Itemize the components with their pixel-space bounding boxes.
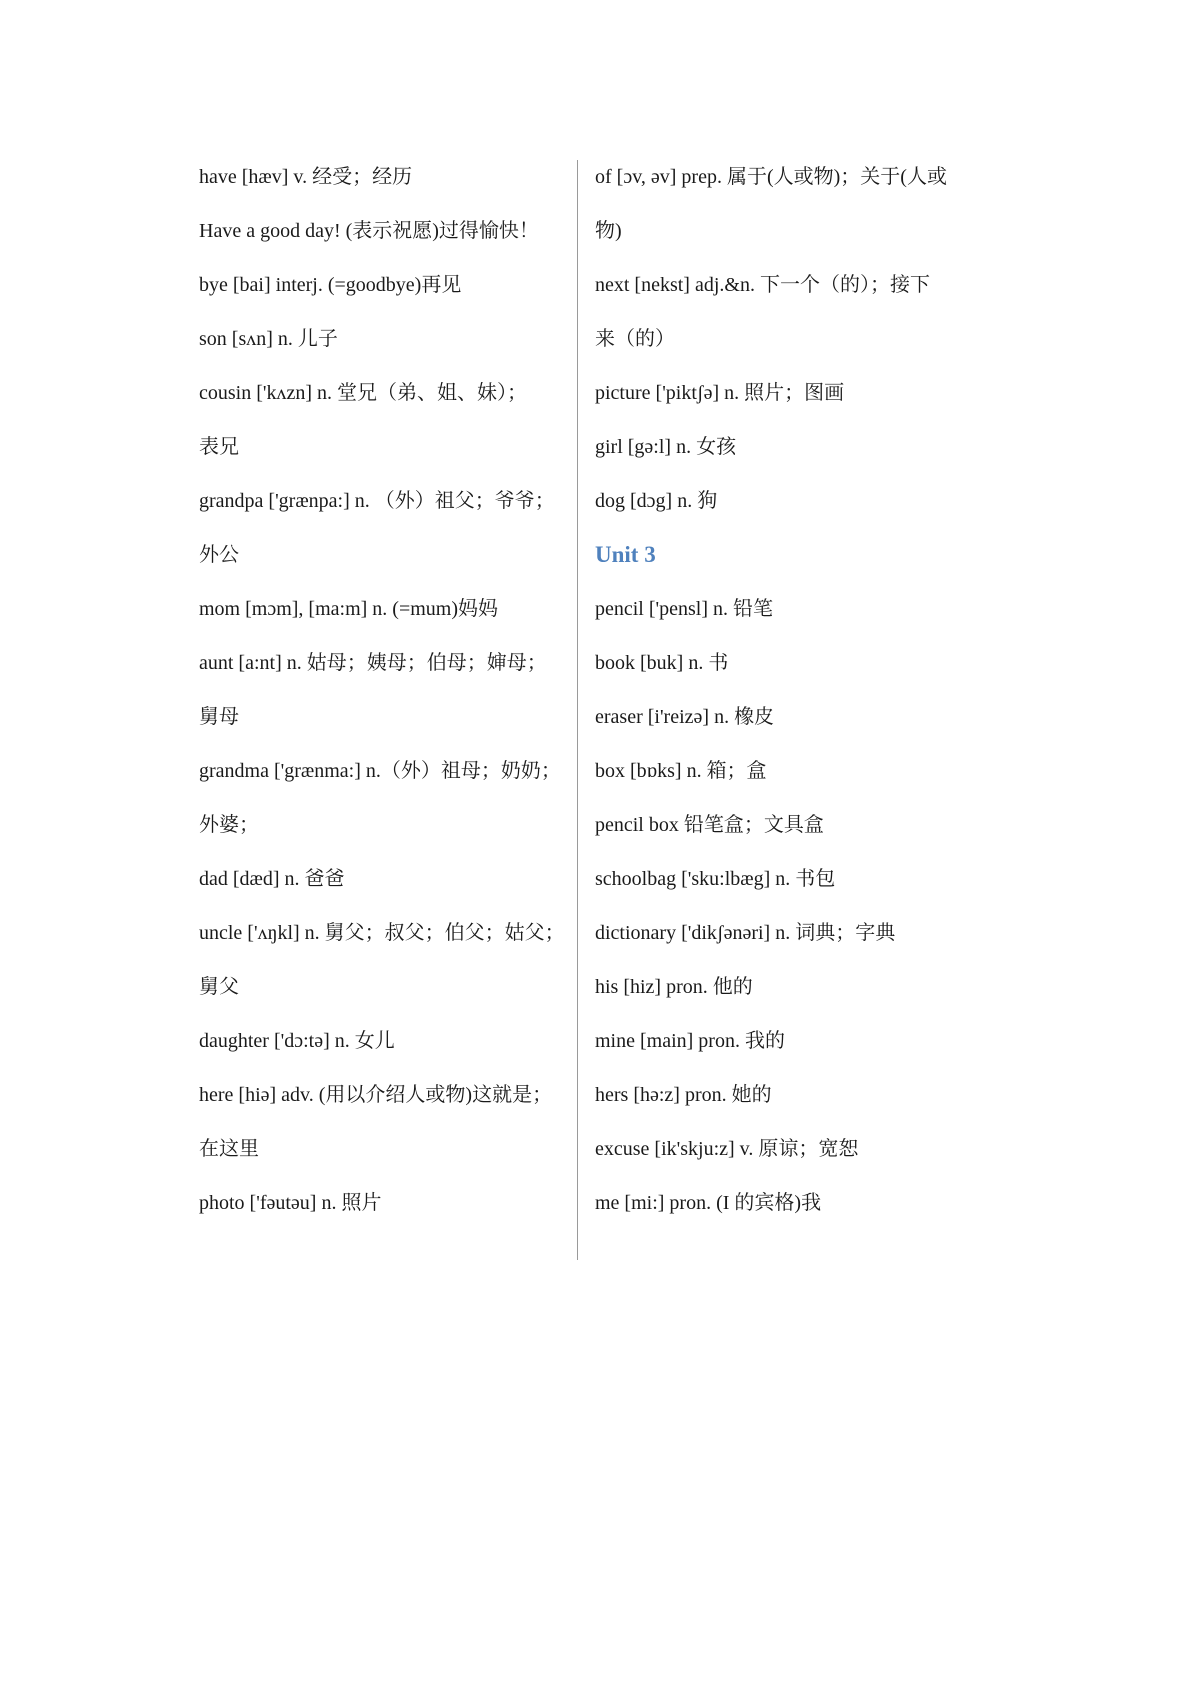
vocab-line: 外婆； xyxy=(199,814,259,836)
vocab-line: mine [main] pron. 我的 xyxy=(595,1030,785,1052)
vocab-line: 舅父 xyxy=(199,976,239,998)
vocab-line: girl [gə:l] n. 女孩 xyxy=(595,436,737,458)
vocab-line: hers [hə:z] pron. 她的 xyxy=(595,1084,772,1106)
vocab-line: book [buk] n. 书 xyxy=(595,652,729,674)
vocab-line: aunt [a:nt] n. 姑母；姨母；伯母；婶母； xyxy=(199,652,547,674)
vocab-line: of [ɔv, əv] prep. 属于(人或物)；关于(人或 xyxy=(595,166,947,188)
vocab-line: bye [bai] interj. (=goodbye)再见 xyxy=(199,274,462,296)
vocab-line: uncle ['ʌŋkl] n. 舅父；叔父；伯父；姑父； xyxy=(199,922,565,944)
vocab-line: 表兄 xyxy=(199,436,239,458)
vocab-line: box [bɒks] n. 箱；盒 xyxy=(595,760,767,782)
vocab-line: 外公 xyxy=(199,544,239,566)
column-divider xyxy=(577,160,578,1260)
vocab-line: cousin ['kʌzn] n. 堂兄（弟、姐、妹）； xyxy=(199,382,528,404)
vocab-line: 舅母 xyxy=(199,706,239,728)
vocab-line: 在这里 xyxy=(199,1138,259,1160)
vocab-line: pencil ['pensl] n. 铅笔 xyxy=(595,598,774,620)
vocab-line: photo ['fəutəu] n. 照片 xyxy=(199,1192,382,1214)
vocab-line: eraser [i'reizə] n. 橡皮 xyxy=(595,706,775,728)
vocab-line: here [hiə] adv. (用以介绍人或物)这就是； xyxy=(199,1084,553,1106)
vocab-line: grandma ['grænma:] n.（外）祖母；奶奶； xyxy=(199,760,561,782)
vocab-line: excuse [ik'skju:z] v. 原谅；宽恕 xyxy=(595,1138,859,1160)
vocab-line: dad [dæd] n. 爸爸 xyxy=(199,868,345,890)
unit-heading: Unit 3 xyxy=(595,542,656,567)
vocab-line: picture ['piktʃə] n. 照片；图画 xyxy=(595,382,845,404)
vocab-line: dictionary ['dikʃənəri] n. 词典；字典 xyxy=(595,922,896,944)
vocab-line: have [hæv] v. 经受；经历 xyxy=(199,166,413,188)
vocab-line: grandpa ['grænpa:] n. （外）祖父；爷爷； xyxy=(199,490,555,512)
vocab-line: dog [dɔg] n. 狗 xyxy=(595,490,718,512)
vocab-line: 物) xyxy=(595,220,622,242)
vocab-line: his [hiz] pron. 他的 xyxy=(595,976,753,998)
right-column xyxy=(595,150,975,1230)
vocab-line: 来（的） xyxy=(595,328,675,350)
vocab-line: son [sʌn] n. 儿子 xyxy=(199,328,338,350)
vocab-line: mom [mɔm], [ma:m] n. (=mum)妈妈 xyxy=(199,598,499,620)
vocab-line: schoolbag ['sku:lbæg] n. 书包 xyxy=(595,868,836,890)
vocab-line: pencil box 铅笔盒；文具盒 xyxy=(595,814,824,836)
vocab-line: next [nekst] adj.&n. 下一个（的）；接下 xyxy=(595,274,930,296)
left-column xyxy=(199,150,569,1230)
vocab-line: daughter ['dɔ:tə] n. 女儿 xyxy=(199,1030,395,1052)
vocab-line: me [mi:] pron. (I 的宾格)我 xyxy=(595,1192,822,1214)
vocab-line: Have a good day! (表示祝愿)过得愉快！ xyxy=(199,220,539,242)
